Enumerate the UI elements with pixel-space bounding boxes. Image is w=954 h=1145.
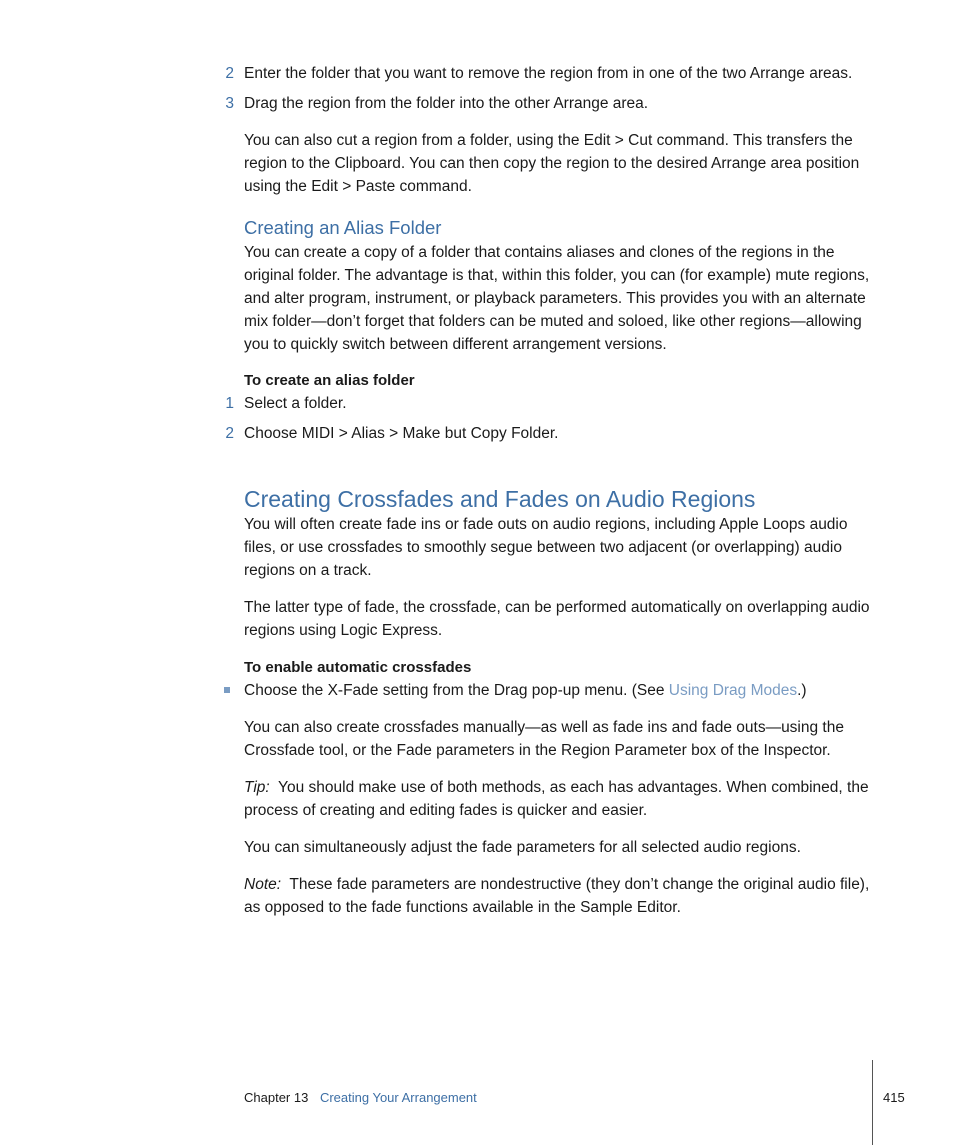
paragraph-cut: You can also cut a region from a folder, using the Edit > Cut command. This transfers the region to the Clipboard. You can then copy the region to the desired Arrange area position using the Edit > Paste command. [244, 132, 860, 195]
footer-divider [872, 1060, 873, 1145]
footer-chapter [244, 1086, 477, 1109]
paragraph-crossfades-3: You can also create crossfades manually—as well as fade ins and fade outs—using the Crossfade tool, or the Fade parameters in the Region Parameter box of the Inspector. [244, 719, 844, 759]
step-number: 1 [225, 395, 234, 412]
section-heading-alias: Creating an Alias Folder [244, 217, 442, 238]
paragraph-crossfades-4: You can simultaneously adjust the fade parameters for all selected audio regions. [244, 839, 801, 856]
step-number: 2 [225, 425, 234, 442]
bullet-text-start: Choose the X-Fade setting from the Drag pop-up menu. (See [244, 682, 669, 699]
note-paragraph [244, 873, 880, 919]
using-drag-modes-link[interactable]: Using Drag Modes [668, 682, 798, 699]
note-label: Note: [244, 876, 282, 893]
bullet-icon [224, 687, 230, 693]
step-text: Enter the folder that you want to remove the region from in one of the two Arrange areas. [244, 65, 853, 82]
tip-text: You should make use of both methods, as each has advantages. When combined, the process of creating and editing fades is quicker and easier. [244, 779, 869, 819]
chapter-title: Creating Your Arrangement [319, 1090, 477, 1105]
chapter-number: Chapter 13 [244, 1090, 309, 1105]
bullet-item [244, 679, 880, 702]
note-text: These fade parameters are nondestructive (they don’t change the original audio file), as opposed to the fade functions available in the Sample Editor. [244, 876, 870, 916]
step-number: 2 [225, 65, 234, 82]
bullet-text-end: .) [797, 682, 807, 699]
step-text: Drag the region from the folder into the other Arrange area. [244, 95, 649, 112]
paragraph-crossfades-1: You will often create fade ins or fade outs on audio regions, including Apple Loops audio files, or use crossfades to smoothly segue between two adjacent (or overlapping) audio regions on a track. [244, 516, 848, 579]
step-text: Select a folder. [244, 395, 347, 412]
page-number: 415 [883, 1090, 905, 1105]
task-heading-crossfades: To enable automatic crossfades [244, 659, 472, 676]
tip-label: Tip: [244, 779, 270, 796]
tip-paragraph [244, 776, 880, 822]
section-heading-crossfades: Creating Crossfades and Fades on Audio Regions [244, 486, 756, 512]
paragraph-crossfades-2: The latter type of fade, the crossfade, can be performed automatically on overlapping audio regions using Logic Express. [244, 599, 870, 639]
task-heading-alias: To create an alias folder [244, 372, 415, 389]
step-text: Choose MIDI > Alias > Make but Copy Folder. [244, 425, 559, 442]
step-number: 3 [225, 95, 234, 112]
paragraph-alias: You can create a copy of a folder that contains aliases and clones of the regions in the original folder. The advantage is that, within this folder, you can (for example) mute regions, and alter program, instrument, or playback parameters. This provides you with an alternate mix folder—don’t forget that folders can be muted and soloed, like other regions—allowing you to quickly switch between different arrangement versions. [244, 244, 870, 353]
